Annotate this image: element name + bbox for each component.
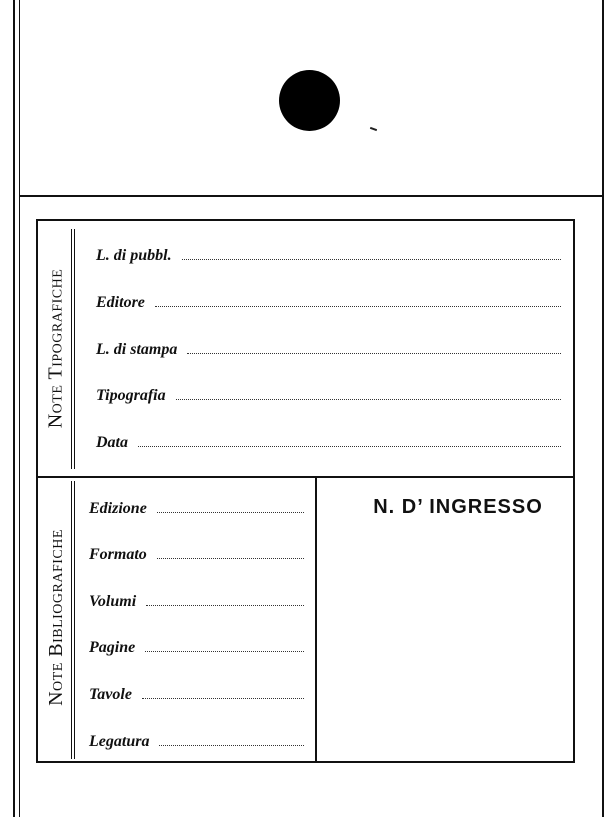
- ingresso-divider: [315, 478, 317, 761]
- card-inner-left-edge: [19, 0, 20, 817]
- field-edizione[interactable]: Edizione: [89, 500, 304, 518]
- speck: [370, 127, 377, 131]
- card-left-edge: [13, 0, 15, 817]
- separator-tipografiche: [71, 229, 72, 469]
- label-note-bibliografiche: Note Bibliografiche: [44, 529, 67, 706]
- label-note-tipografiche: Note Tipografiche: [44, 268, 67, 429]
- card-fold-line: [19, 195, 604, 197]
- field-tavole[interactable]: Tavole: [89, 686, 304, 704]
- separator-bibliografiche-2: [74, 481, 75, 759]
- separator-tipografiche-2: [74, 229, 75, 469]
- field-volumi[interactable]: Volumi: [89, 593, 304, 611]
- card-right-edge: [602, 0, 604, 817]
- field-editore[interactable]: Editore: [96, 294, 561, 312]
- field-luogo-pubblicazione[interactable]: L. di pubbl.: [96, 247, 561, 265]
- field-tipografia[interactable]: Tipografia: [96, 387, 561, 405]
- side-label-bibliografiche: [44, 485, 68, 750]
- field-formato[interactable]: Formato: [89, 546, 304, 564]
- side-label-tipografiche: [44, 231, 68, 466]
- field-pagine[interactable]: Pagine: [89, 639, 304, 657]
- field-data[interactable]: Data: [96, 434, 561, 452]
- record-form: [36, 219, 575, 763]
- numero-ingresso-label: N. D’ INGRESSO: [373, 496, 543, 518]
- separator-bibliografiche: [71, 481, 72, 759]
- punch-hole: [279, 70, 340, 131]
- section-divider: [38, 476, 573, 478]
- field-legatura[interactable]: Legatura: [89, 733, 304, 751]
- field-luogo-stampa[interactable]: L. di stampa: [96, 341, 561, 359]
